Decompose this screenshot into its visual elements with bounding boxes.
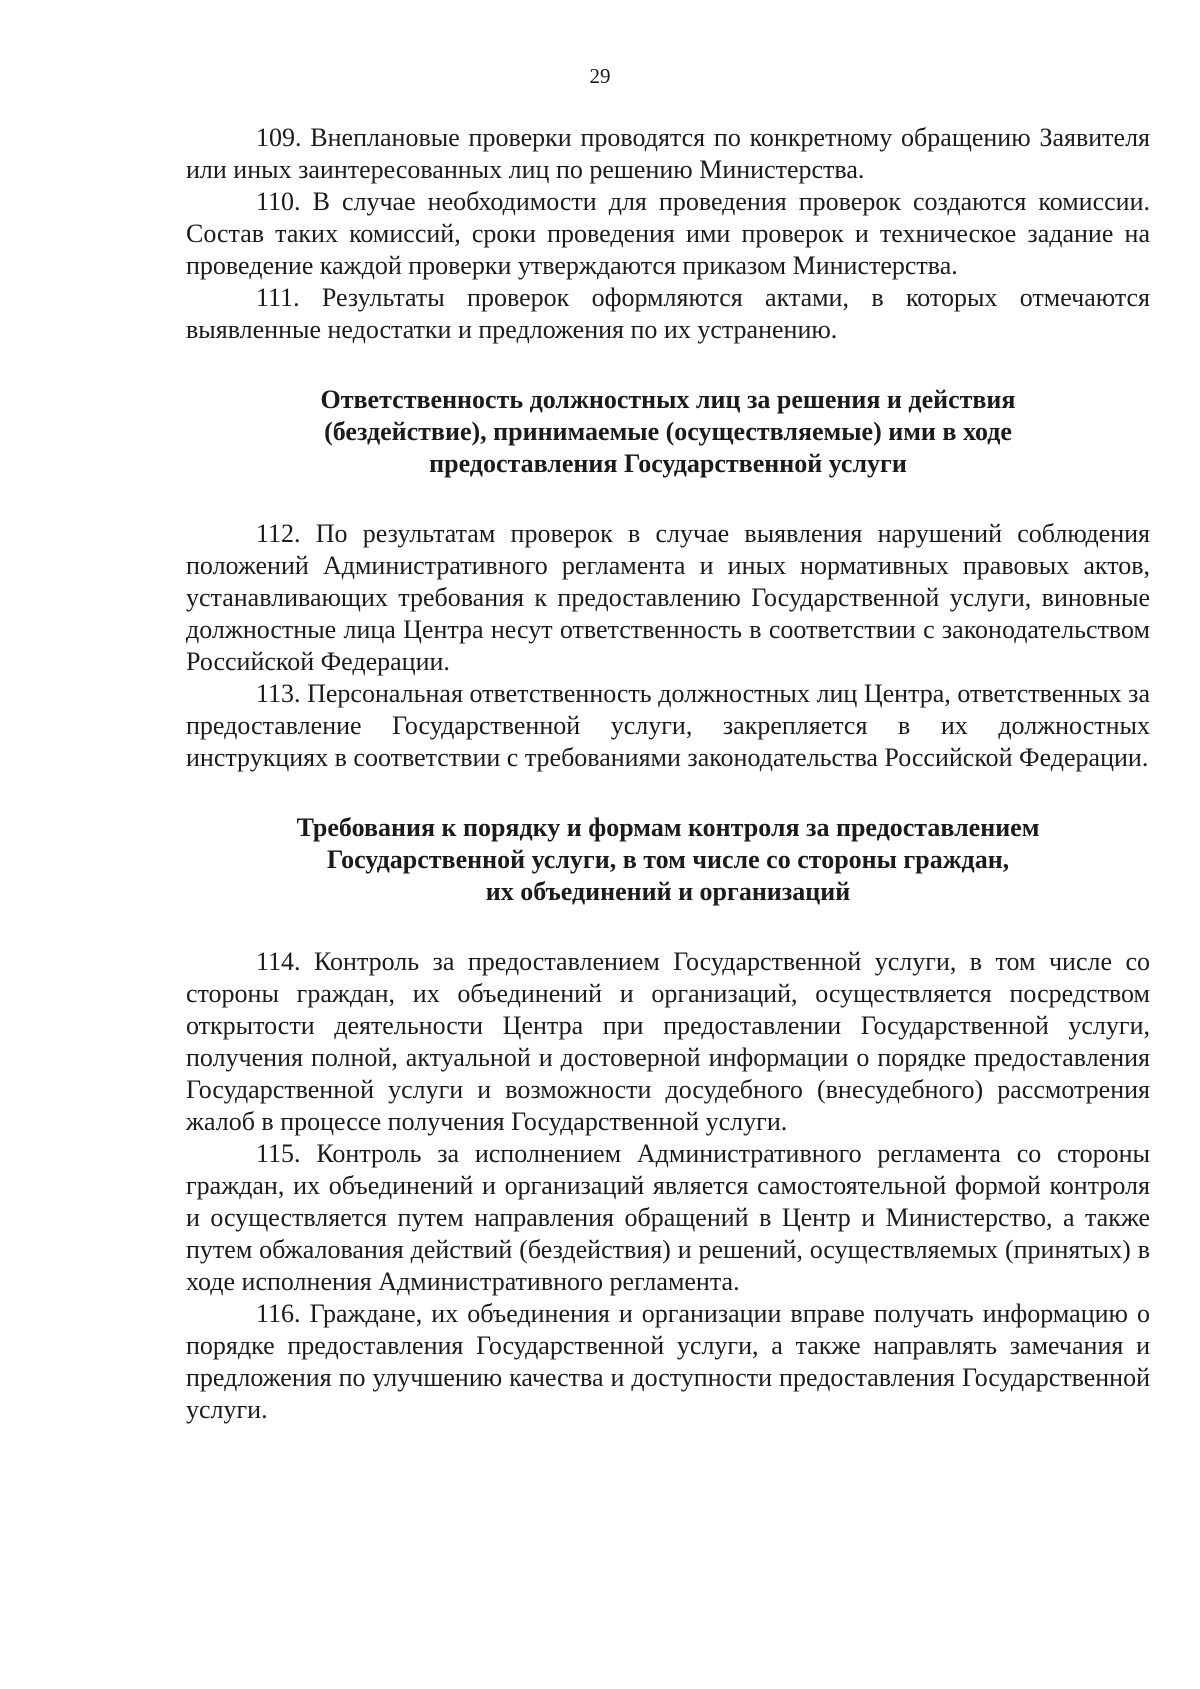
paragraph-115: 115. Контроль за исполнением Административного регламента со стороны граждан, их объединений и организаций является самостоятельной формой контроля и осуществляется путем направления обращений в Центр и Министерство, а также путем обжалования действий (бездействия) и решений, осуществляемых (принятых) в ходе исполнения Административного регламента. — [186, 1139, 1150, 1296]
heading-line: Государственной услуги, в том числе со стороны граждан, — [326, 845, 1010, 874]
paragraph-114: 114. Контроль за предоставлением Государственной услуги, в том числе со стороны граждан, их объединений и организаций, осуществляется посредством открытости деятельности Центра при предоставлении Государственной услуги, получения полной, актуальной и достоверной информации о порядке предоставления Государственной услуги и возможности досудебного (внесудебного) рассмотрения жалоб в процессе получения Государственной услуги. — [186, 947, 1150, 1136]
section-heading-responsibility — [186, 384, 1150, 480]
heading-line: Ответственность должностных лиц за решения и действия — [320, 385, 1016, 414]
heading-line: их объединений и организаций — [485, 877, 851, 906]
paragraph-116: 116. Граждане, их объединения и организации вправе получать информацию о порядке предоставления Государственной услуги, а также направлять замечания и предложения по улучшению качества и доступности предоставления Государственной услуги. — [186, 1299, 1150, 1424]
paragraph-112: 112. По результатам проверок в случае выявления нарушений соблюдения положений Административного регламента и иных нормативных правовых актов, устанавливающих требования к предоставлению Государственной услуги, виновные должностные лица Центра несут ответственность в соответствии с законодательством Российской Федерации. — [186, 519, 1150, 676]
heading-line: Требования к порядку и формам контроля за предоставлением — [296, 813, 1040, 842]
paragraph-110: 110. В случае необходимости для проведения проверок создаются комиссии. Состав таких комиссий, сроки проведения ими проверок и техническое задание на проведение каждой проверки утверждаются приказом Министерства. — [186, 187, 1150, 280]
page-number: 29 — [589, 64, 611, 88]
paragraph-113: 113. Персональная ответственность должностных лиц Центра, ответственных за предоставление Государственной услуги, закрепляется в их должностных инструкциях в соответствии с требованиями законодательства Российской Федерации. — [186, 679, 1150, 772]
document-body — [186, 122, 1150, 1426]
heading-line: предоставления Государственной услуги — [429, 449, 907, 478]
paragraph-111: 111. Результаты проверок оформляются актами, в которых отмечаются выявленные недостатки и предложения по их устранению. — [186, 283, 1150, 344]
section-heading-control-requirements — [186, 812, 1150, 908]
paragraph-109: 109. Внеплановые проверки проводятся по конкретному обращению Заявителя или иных заинтересованных лиц по решению Министерства. — [186, 123, 1150, 184]
heading-line: (бездействие), принимаемые (осуществляемые) ими в ходе — [324, 417, 1012, 446]
